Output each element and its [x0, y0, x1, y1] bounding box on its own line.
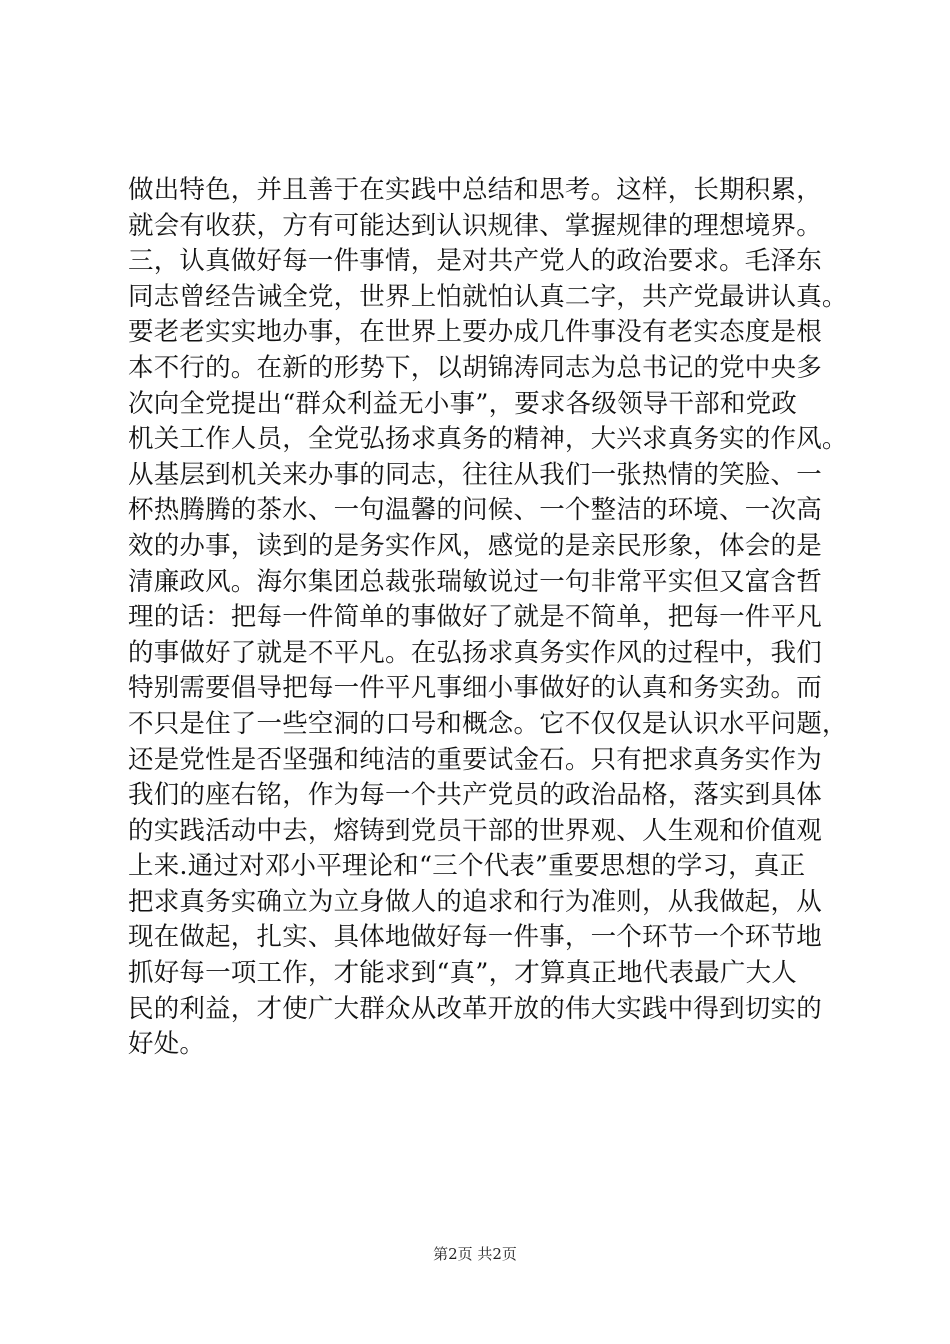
text-line: 现在做起，扎实、具体地做好每一件事，一个环节一个环节地	[128, 922, 822, 953]
text-line: 杯热腾腾的茶水、一句温馨的问候、一个整洁的环境、一次高	[128, 495, 822, 526]
text-line: 上来.通过对邓小平理论和“三个代表”重要思想的学习，真正	[128, 851, 806, 882]
text-line: 机关工作人员，全党弘扬求真务的精神，大兴求真务实的作风。	[128, 424, 848, 455]
text-line: 的事做好了就是不平凡。在弘扬求真务实作风的过程中，我们	[128, 637, 822, 668]
text-line: 我们的座右铭，作为每一个共产党员的政治品格，落实到具体	[128, 780, 822, 811]
text-line: 本不行的。在新的形势下，以胡锦涛同志为总书记的党中央多	[128, 352, 822, 383]
text-line: 效的办事，读到的是务实作风，感觉的是亲民形象，体会的是	[128, 530, 822, 561]
text-line: 不只是住了一些空洞的口号和概念。它不仅仅是认识水平问题，	[128, 708, 848, 739]
text-line: 特别需要倡导把每一件平凡事细小事做好的认真和务实劲。而	[128, 673, 822, 704]
text-line: 就会有收获，方有可能达到认识规律、掌握规律的理想境界。	[128, 210, 822, 241]
page-number: 第2页 共2页	[433, 1245, 517, 1263]
text-line: 做出特色，并且善于在实践中总结和思考。这样，长期积累，	[128, 175, 822, 205]
text-line: 从基层到机关来办事的同志，往往从我们一张热情的笑脸、一	[128, 459, 822, 490]
page-footer	[0, 1244, 950, 1264]
text-line: 抓好每一项工作，才能求到“真”，才算真正地代表最广大人	[128, 958, 797, 989]
body-text	[128, 173, 848, 1063]
text-line: 好处。	[128, 1029, 206, 1060]
text-line: 的实践活动中去，熔铸到党员干部的世界观、人生观和价值观	[128, 815, 822, 846]
text-line: 理的话：把每一件简单的事做好了就是不简单，把每一件平凡	[128, 602, 822, 633]
text-line: 民的利益，才使广大群众从改革开放的伟大实践中得到切实的	[128, 993, 822, 1024]
text-line: 清廉政风。海尔集团总裁张瑞敏说过一句非常平实但又富含哲	[128, 566, 822, 597]
text-line: 三，认真做好每一件事情，是对共产党人的政治要求。毛泽东	[128, 246, 822, 277]
text-line: 次向全党提出“群众利益无小事”，要求各级领导干部和党政	[128, 388, 797, 419]
text-line: 同志曾经告诫全党，世界上怕就怕认真二字，共产党最讲认真。	[128, 281, 848, 312]
text-line: 把求真务实确立为立身做人的追求和行为准则，从我做起，从	[128, 886, 822, 917]
text-line: 要老老实实地办事，在世界上要办成几件事没有老实态度是根	[128, 317, 822, 348]
text-line: 还是党性是否坚强和纯洁的重要试金石。只有把求真务实作为	[128, 744, 822, 775]
